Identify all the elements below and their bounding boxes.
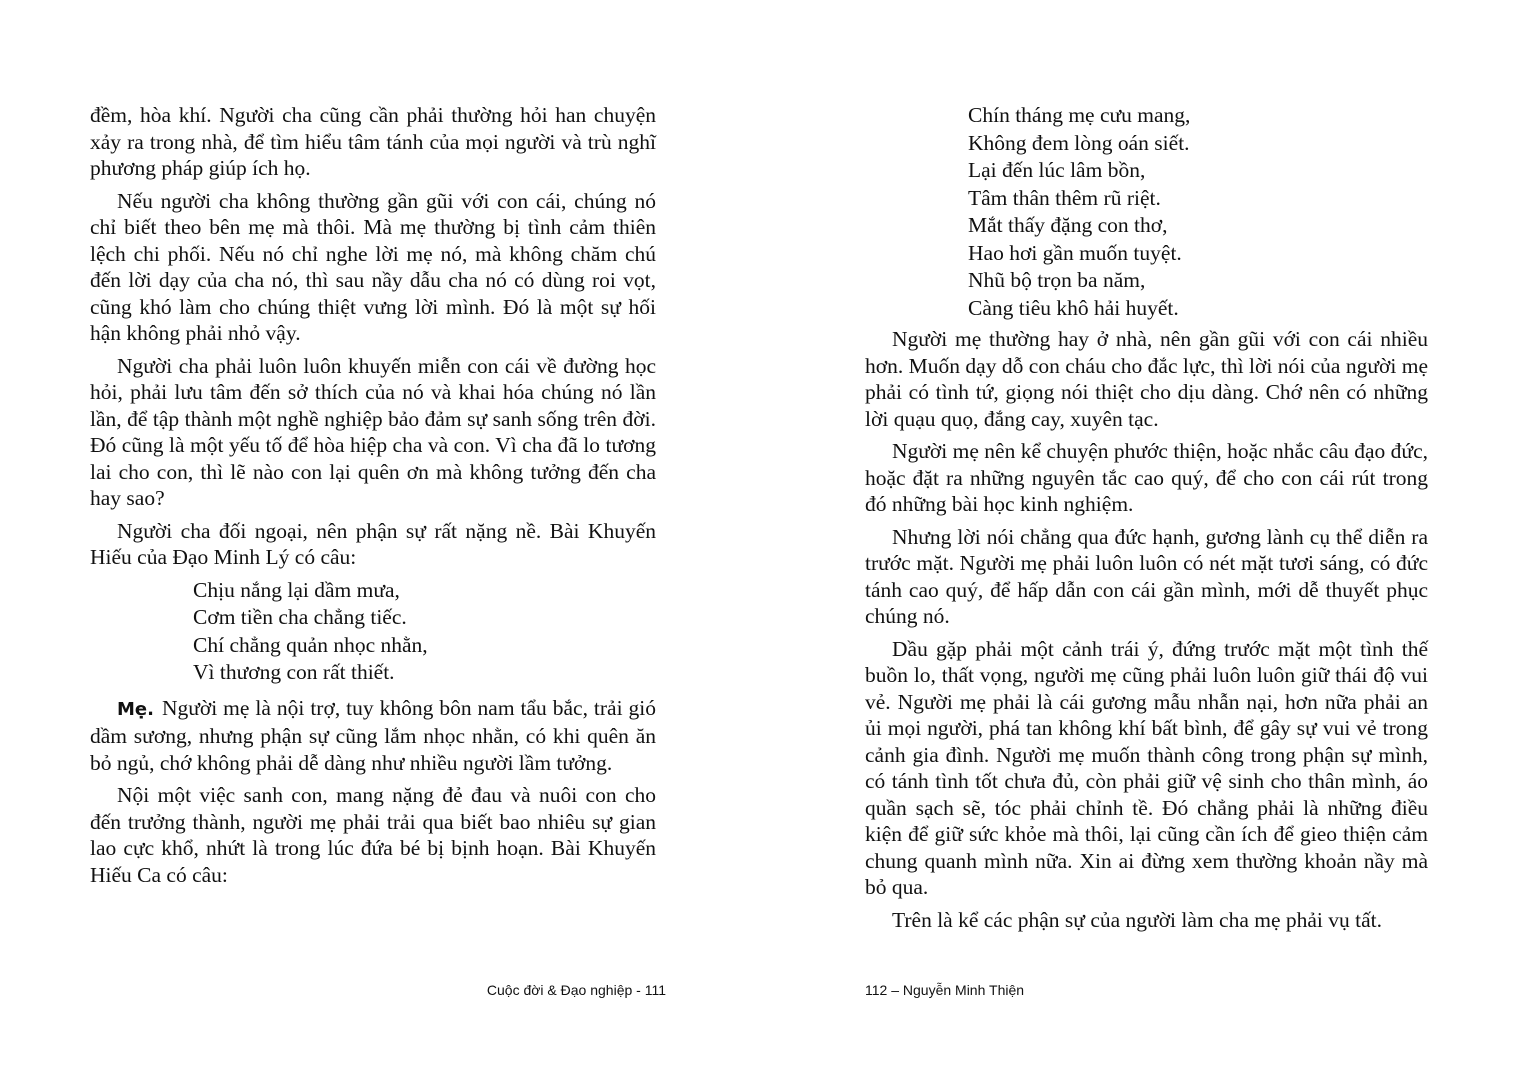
right-page bbox=[865, 102, 1428, 939]
paragraph: Nếu người cha không thường gần gũi với con cái, chúng nó chỉ biết theo bên mẹ mà thôi. Mà mẹ thường bị tình cảm thiên lệch chi phối. Nếu nó chỉ nghe lời mẹ nó, mà không chăm chú đến lời dạy của cha nó, thì sau nầy dẫu cha nó có dùng roi vọt, cũng khó làm cho chúng thiệt vưng lời mình. Đó là một sự hối hận không phải nhỏ vậy. bbox=[90, 188, 656, 345]
verse-block bbox=[90, 577, 656, 687]
paragraph: Trên là kể các phận sự của người làm cha mẹ phải vụ tất. bbox=[892, 907, 1383, 932]
paragraph: Người cha phải luôn luôn khuyến miễn con cái về đường học hỏi, phải lưu tâm đến sở thích của nó và khai hóa chúng nó lần lần, để tập thành một nghề nghiệp bảo đảm sự sanh sống trên đời. Đó cũng là một yếu tố để hòa hiệp cha và con. Vì cha đã lo tương lai cho con, thì lẽ nào con lại quên ơn mà không tưởng đến cha hay sao? bbox=[90, 353, 656, 510]
paragraph: Người mẹ thường hay ở nhà, nên gần gũi với con cái nhiều hơn. Muốn dạy dỗ con cháu cho đắc lực, thì lời nói của người mẹ phải có tình tứ, giọng nói thiệt cho dịu dàng. Chớ nên có những lời quạu quọ, đắng cay, xuyên tạc. bbox=[865, 327, 1428, 431]
verse-line: Tâm thân thêm rũ riệt. bbox=[968, 185, 1161, 210]
left-page bbox=[90, 102, 656, 894]
paragraph: đềm, hòa khí. Người cha cũng cần phải thường hỏi han chuyện xảy ra trong nhà, để tìm hiểu tâm tánh của mọi người và trù nghĩ phương pháp giúp ích họ. bbox=[90, 103, 656, 180]
paragraph: Người mẹ nên kể chuyện phước thiện, hoặc nhắc câu đạo đức, hoặc đặt ra những nguyên tắc cao quý, để cho con cái rút trong đó những bài học kinh nghiệm. bbox=[865, 439, 1428, 516]
verse-line: Chín tháng mẹ cưu mang, bbox=[968, 103, 1191, 127]
paragraph-text: Người mẹ là nội trợ, tuy không bôn nam tẩu bắc, trải gió dầm sương, nhưng phận sự cũng lắm nhọc nhằn, có khi quên ăn bỏ ngủ, chớ không phải dễ dàng như nhiều người lầm tưởng. bbox=[90, 695, 656, 775]
page-footer-left: Cuộc đời & Đạo nghiệp - 111 bbox=[486, 982, 666, 998]
verse-line: Cơm tiền cha chẳng tiếc. bbox=[193, 605, 407, 629]
verse-line: Hao hơi gần muốn tuyệt. bbox=[968, 240, 1182, 265]
verse-block bbox=[865, 102, 1428, 322]
verse-line: Chí chẳng quản nhọc nhằn, bbox=[193, 632, 428, 657]
verse-line: Mắt thấy đặng con thơ, bbox=[968, 213, 1168, 237]
verse-line: Không đem lòng oán siết. bbox=[968, 130, 1190, 155]
paragraph-mother bbox=[90, 695, 656, 777]
paragraph: Dầu gặp phải một cảnh trái ý, đứng trước mặt một tình thế buồn lo, thất vọng, người mẹ cũng phải luôn luôn giữ thái độ vui vẻ. Người mẹ phải là cái gương mẫu nhẫn nại, hơn nữa phải an ủi mọi người, phá tan không khí bất bình, để gây sự vui vẻ trong cảnh gia đình. Người mẹ muốn thành công trong phận sự mình, có tánh tình tốt chưa đủ, còn phải giữ vệ sinh cho thân mình, áo quần sạch sẽ, tóc phải chỉnh tề. Đó chẳng phải là những điều kiện để giữ sức khỏe mà thôi, lại cũng cần ích để gieo thiện cảm chung quanh mình nữa. Xin ai đừng xem thường khoản nầy mà bỏ qua. bbox=[865, 636, 1428, 899]
verse-line: Càng tiêu khô hải huyết. bbox=[968, 295, 1179, 320]
paragraph: Người cha đối ngoại, nên phận sự rất nặng nề. Bài Khuyến Hiếu của Đạo Minh Lý có câu: bbox=[90, 518, 656, 569]
verse-line: Nhũ bộ trọn ba năm, bbox=[968, 268, 1146, 292]
verse-line: Lại đến lúc lâm bồn, bbox=[968, 158, 1146, 182]
verse-line: Chịu nắng lại dầm mưa, bbox=[193, 577, 400, 602]
paragraph: Nội một việc sanh con, mang nặng đẻ đau và nuôi con cho đến trưởng thành, người mẹ phải trải qua biết bao nhiêu sự gian lao cực khổ, nhứt là trong lúc đứa bé bị bịnh hoạn. Bài Khuyến Hiếu Ca có câu: bbox=[90, 783, 656, 887]
page-footer-right: 112 – Nguyễn Minh Thiện bbox=[865, 982, 1025, 998]
verse-line: Vì thương con rất thiết. bbox=[193, 660, 395, 684]
section-lead: Mẹ. bbox=[117, 698, 154, 720]
paragraph: Nhưng lời nói chẳng qua đức hạnh, gương lành cụ thể diễn ra trước mặt. Người mẹ phải luôn luôn có nét mặt tươi sáng, có đức tánh cao quý, để hấp dẫn con cái gần mình, mới dễ thuyết phục chúng nó. bbox=[865, 524, 1428, 628]
